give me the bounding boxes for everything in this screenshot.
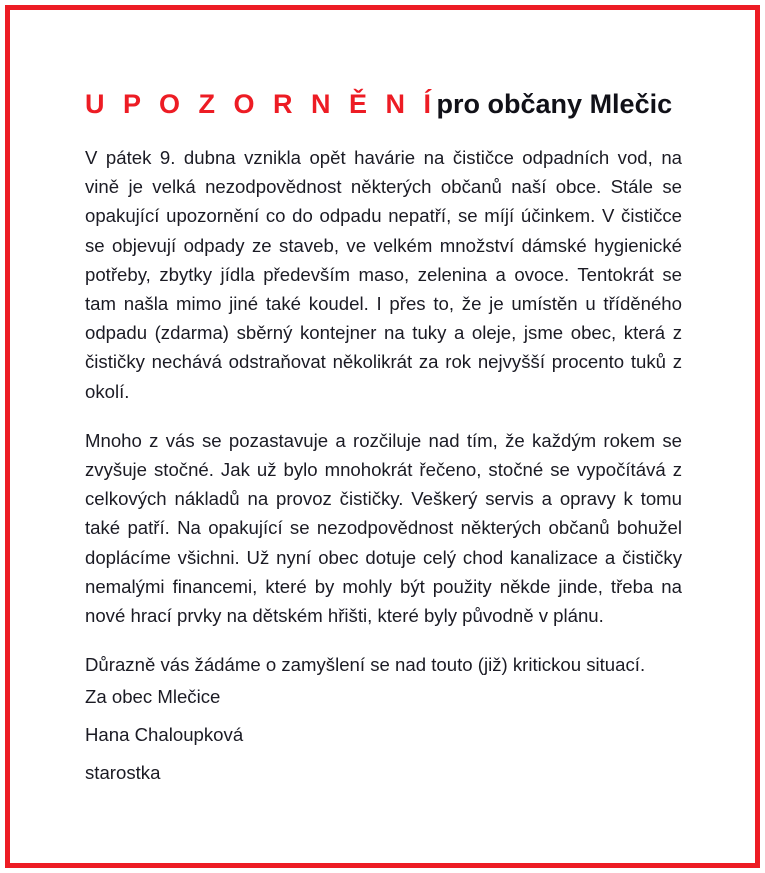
- paragraph-3: Důrazně vás žádáme o zamyšlení se nad touto (již) kritickou situací.: [85, 654, 646, 676]
- page-title: [85, 88, 672, 122]
- signature-block: [85, 678, 505, 792]
- page-title-rest: pro občany Mlečic: [436, 89, 673, 119]
- signature-line-role: starostka: [85, 762, 161, 783]
- paragraph-1: V pátek 9. dubna vznikla opět havárie na čističce odpadních vod, na vině je velká nezodpovědnost některých občanů naší obce. Stále se opakující upozornění co do odpadu nepatří, se míjí účinkem. V čističce se objevují odpady ze staveb, ve velkém množství dámské hygienické potřeby, zbytky jídla především maso, zelenina a ovoce. Tentokrát se tam našla mimo jiné také koudel. I přes to, že je umístěn u tříděného odpadu (zdarma) sběrný kontejner na tuky a oleje, jsme obec, která z čističky nechává odstraňovat několikrát za rok nejvyšší procento tuků z okolí.: [85, 147, 682, 402]
- signature-line-name: Hana Chaloupková: [85, 724, 244, 745]
- paragraph-2: Mnoho z vás se pozastavuje a rozčiluje nad tím, že každým rokem se zvyšuje stočné. Jak už bylo mnohokrát řečeno, stočné se vypočítává z celkových nákladů na provoz čističky. Veškerý servis a opravy k tomu také patří. Na opakující se nezodpovědnost některých občanů bohužel doplácíme všichni. Už nyní obec dotuje celý chod kanalizace a čističky nemalými financemi, které by mohly být použity někde jinde, třeba na nové hrací prvky na dětském hřišti, které byly původně v plánu.: [85, 429, 682, 627]
- notice-body: [85, 143, 682, 679]
- page-title-highlight: U P O Z O R N Ě N Í: [85, 89, 437, 119]
- signature-line-organization: Za obec Mlečice: [85, 686, 221, 707]
